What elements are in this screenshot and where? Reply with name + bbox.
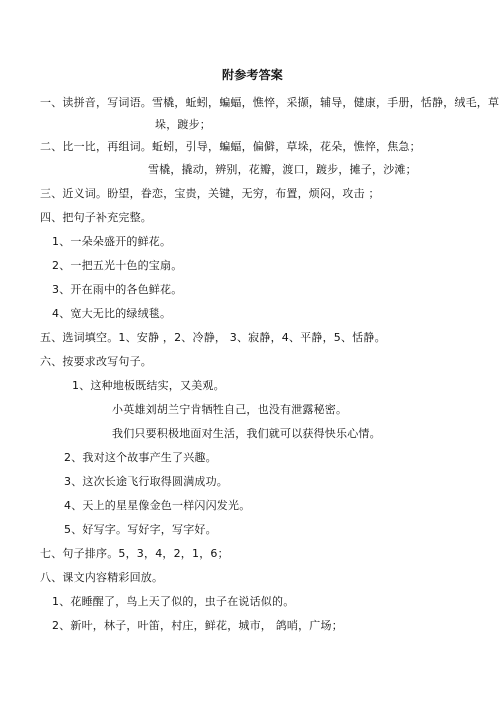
section-6-item-4: 4、天上的星星像金色一样闪闪发光。 [64,499,251,512]
section-6-item-5: 5、好写字。写好字，写字好。 [64,523,217,536]
section-5-line-1: 五、选词填空。1、安静 ，2、冷静， 3、寂静，4、平静，5、恬静。 [40,331,386,344]
page-title: 附参考答案 [222,68,284,82]
section-6-item-1-b: 我们只要积极地面对生活，我们就可以获得快乐心情。 [112,427,381,440]
section-6-item-1-a: 小英雄刘胡兰宁肯牺牲自己，也没有泄露秘密。 [112,403,348,416]
section-4-item-1: 1、一朵朵盛开的鲜花。 [52,235,172,248]
section-6-heading: 六、按要求改写句子。 [40,355,152,368]
section-4-item-2: 2、一把五光十色的宝扇。 [52,259,183,272]
section-4-heading: 四、把句子补充完整。 [40,211,152,224]
section-6-item-2: 2、我对这个故事产生了兴趣。 [64,451,217,464]
section-4-item-4: 4、宽大无比的绿绒毯。 [52,307,172,320]
section-4-item-3: 3、开在雨中的各色鲜花。 [52,283,183,296]
section-6-item-1: 1、这种地板既结实，又美观。 [72,379,225,392]
section-1-line-1: 一、读拼音，写词语。雪橇，蚯蚓，蝙蝠，憔悴，采撷，辅导，健康，手册，恬静，绒毛，草 [40,96,500,109]
section-6-item-3: 3、这次长途飞行取得圆满成功。 [64,475,228,488]
section-8-item-1: 1、花睡醒了，鸟上天了似的，虫子在说话似的。 [52,595,295,608]
section-1-line-2: 垛，踱步； [155,118,211,131]
section-2-line-1: 二、比一比，再组词。蚯蚓，引导，蝙蝠，偏僻，草垛，花朵，憔悴，焦急； [40,140,421,153]
section-2-line-2: 雪橇，撬动，辨别，花瓣，渡口，踱步，摊子，沙滩； [148,163,417,176]
section-7-line-1: 七、句子排序。5，3，4，2，1，6； [40,547,229,560]
section-8-item-2: 2、新叶，林子，叶笛，村庄，鲜花，城市， 鸽哨，广场； [52,619,343,632]
section-3-line-1: 三、近义词。盼望，眷恋，宝贵，关键，无穷，布置，烦闷，攻击 ； [40,187,380,200]
section-8-heading: 八、课文内容精彩回放。 [40,571,164,584]
